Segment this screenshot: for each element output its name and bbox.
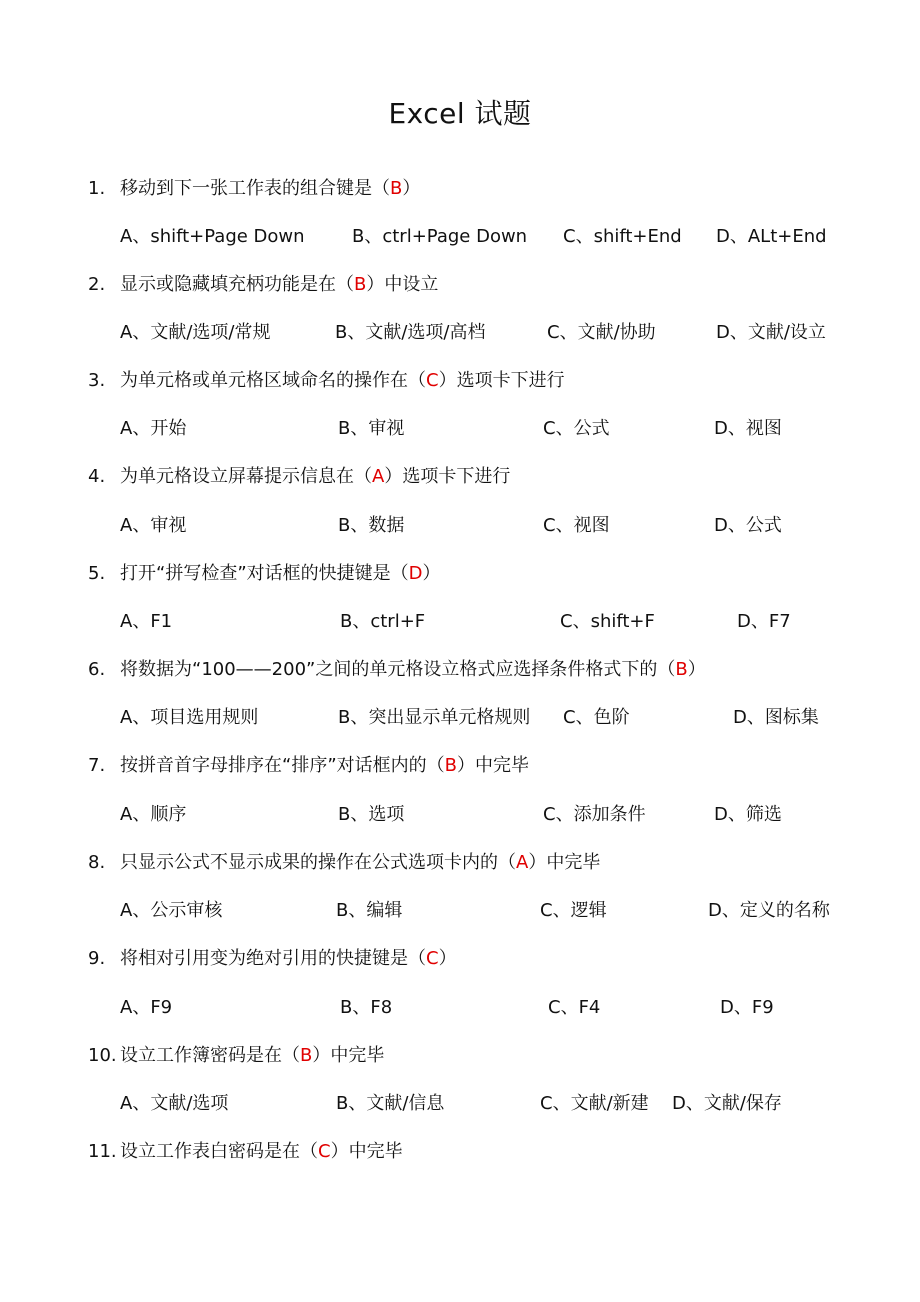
answer-letter: A: [372, 466, 385, 487]
question-text-end: ）选项卡下进行: [438, 370, 565, 391]
question-number: 3.: [88, 370, 106, 391]
question-number: 7.: [88, 755, 106, 776]
option-b: B、数据: [338, 515, 405, 536]
option-c: C、视图: [543, 515, 610, 536]
option-b: B、ctrl+Page Down: [352, 226, 528, 247]
question-text: 只显示公式不显示成果的操作在公式选项卡内的（: [120, 852, 516, 873]
option-a: A、shift+Page Down: [120, 226, 305, 247]
question-text-end: ）中设立: [366, 274, 439, 295]
question-6: [88, 655, 706, 685]
option-c: C、文献/新建: [540, 1093, 649, 1114]
question-9: [88, 944, 457, 974]
option-d: D、筛选: [714, 804, 782, 825]
option-b: B、选项: [338, 804, 405, 825]
question-text: 移动到下一张工作表的组合键是（: [120, 178, 390, 199]
option-a: A、文献/选项/常规: [120, 322, 271, 343]
question-1: [88, 174, 420, 204]
option-c: C、逻辑: [540, 900, 607, 921]
option-a: A、审视: [120, 515, 187, 536]
option-b: B、文献/信息: [336, 1093, 445, 1114]
question-number: 9.: [88, 948, 106, 969]
question-number: 5.: [88, 563, 106, 584]
question-text-end: ）: [402, 178, 421, 199]
option-d: D、F7: [737, 611, 791, 632]
question-text-end: ）中完毕: [312, 1045, 385, 1066]
option-a: A、项目选用规则: [120, 707, 259, 728]
answer-letter: B: [390, 178, 403, 199]
option-d: D、文献/设立: [716, 322, 826, 343]
option-b: B、ctrl+F: [340, 611, 426, 632]
option-c: C、shift+End: [563, 226, 682, 247]
question-text: 设立工作簿密码是在（: [120, 1045, 300, 1066]
option-d: D、公式: [714, 515, 782, 536]
question-text: 将相对引用变为绝对引用的快捷键是（: [120, 948, 426, 969]
answer-letter: C: [426, 948, 439, 969]
question-text-end: ）: [687, 659, 706, 680]
question-5: [88, 559, 441, 589]
option-c: C、shift+F: [560, 611, 655, 632]
question-2: [88, 270, 438, 300]
option-c: C、公式: [543, 418, 610, 439]
option-b: B、审视: [338, 418, 405, 439]
question-text: 将数据为“100——200”之间的单元格设立格式应选择条件格式下的（: [120, 659, 676, 680]
question-text: 显示或隐藏填充柄功能是在（: [120, 274, 354, 295]
question-number: 8.: [88, 852, 106, 873]
option-b: B、文献/选项/高档: [335, 322, 486, 343]
question-11: [88, 1137, 403, 1167]
question-text: 按拼音首字母排序在“排序”对话框内的（: [120, 755, 445, 776]
question-text: 设立工作表白密码是在（: [120, 1141, 318, 1162]
option-a: A、文献/选项: [120, 1093, 229, 1114]
answer-letter: D: [408, 563, 423, 584]
question-text-end: ）: [438, 948, 457, 969]
option-c: C、文献/协助: [547, 322, 656, 343]
answer-letter: A: [516, 852, 529, 873]
question-text: 为单元格或单元格区域命名的操作在（: [120, 370, 426, 391]
page-title: Excel 试题: [388, 97, 532, 130]
option-d: D、定义的名称: [708, 900, 830, 921]
option-d: D、F9: [720, 997, 774, 1018]
option-d: D、ALt+End: [716, 226, 827, 247]
option-c: C、F4: [548, 997, 601, 1018]
question-number: 10.: [88, 1045, 117, 1066]
answer-letter: B: [675, 659, 688, 680]
question-3: [88, 366, 565, 396]
answer-letter: B: [444, 755, 458, 776]
answer-letter: B: [354, 274, 367, 295]
question-text-end: ）中完毕: [457, 755, 530, 776]
question-7: [88, 751, 529, 781]
option-d: D、视图: [714, 418, 782, 439]
option-c: C、色阶: [563, 707, 630, 728]
answer-letter: C: [318, 1141, 331, 1162]
option-a: A、公示审核: [120, 900, 223, 921]
question-4: [88, 462, 510, 492]
option-a: A、F1: [120, 611, 173, 632]
question-number: 6.: [88, 659, 106, 680]
question-text-end: ）中完毕: [528, 852, 601, 873]
question-number: 4.: [88, 466, 106, 487]
question-text-end: ）中完毕: [330, 1141, 403, 1162]
question-text-end: ）选项卡下进行: [384, 466, 511, 487]
answer-letter: C: [426, 370, 439, 391]
option-a: A、顺序: [120, 804, 187, 825]
option-b: B、编辑: [336, 900, 403, 921]
question-text: 为单元格设立屏幕提示信息在（: [120, 466, 372, 487]
question-8: [88, 848, 600, 878]
question-10: [88, 1041, 384, 1071]
answer-letter: B: [300, 1045, 313, 1066]
option-d: D、图标集: [733, 707, 819, 728]
option-a: A、F9: [120, 997, 173, 1018]
option-b: B、F8: [340, 997, 393, 1018]
question-text: 打开“拼写检查”对话框的快捷键是（: [120, 563, 409, 584]
option-a: A、开始: [120, 418, 187, 439]
question-number: 11.: [88, 1141, 117, 1162]
question-number: 1.: [88, 178, 106, 199]
option-b: B、突出显示单元格规则: [338, 707, 531, 728]
option-c: C、添加条件: [543, 804, 646, 825]
question-number: 2.: [88, 274, 106, 295]
question-text-end: ）: [422, 563, 441, 584]
option-d: D、文献/保存: [672, 1093, 782, 1114]
